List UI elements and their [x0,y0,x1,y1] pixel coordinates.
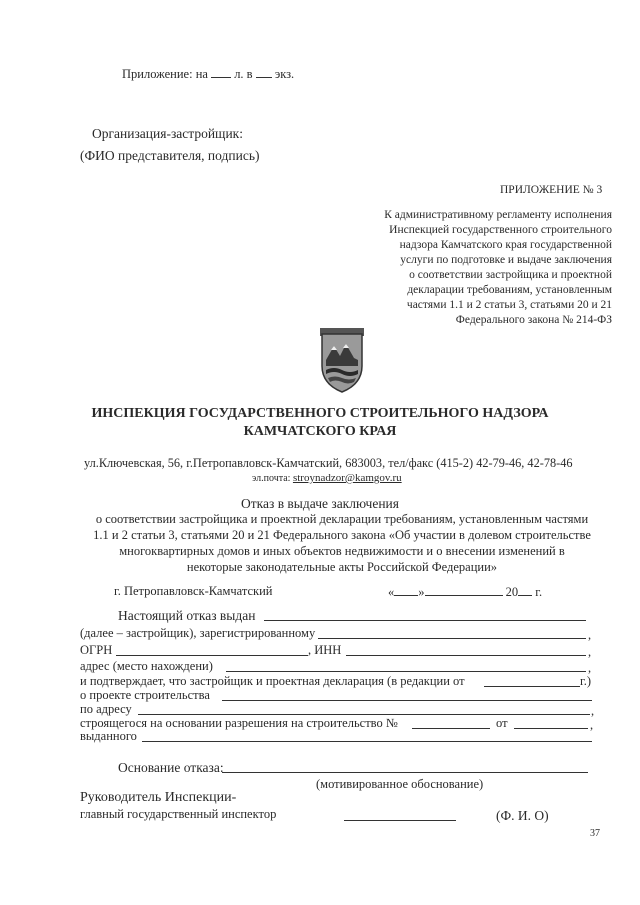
comma: , [590,718,594,732]
developer-org-label: Организация-застройщик: [92,126,243,141]
permit-label: строящегося на основании разрешения на строительство № [80,716,398,730]
developer-line[interactable] [318,638,586,639]
doc-title-line: 1.1 и 2 статьи 3, статьями 20 и 21 Федерального закона «Об участии в долевом строительстве [93,528,591,542]
confirms-label: и подтверждает, что застройщик и проектная декларация (в редакции от [80,674,465,688]
appendix-prefix: Приложение: на [122,67,208,81]
representative-label: (ФИО представителя, подпись) [80,148,260,163]
fio-label: (Ф. И. О) [496,808,549,823]
address-label: адрес (место нахождени) [80,659,213,673]
date-field [388,584,542,600]
basis-line[interactable] [222,772,588,773]
annex-line: услуги по подготовке и выдаче заключения [400,254,612,266]
annex-line: Инспекцией государственного строительного [389,224,612,236]
annex-line: частями 1.1 и 2 статьи 3, статьями 20 и 21 [406,299,612,311]
confirms-date-line[interactable] [484,686,580,687]
ogrn-label: ОГРН [80,643,113,657]
ogrn-line[interactable] [116,655,308,656]
issued-label: Настоящий отказ выдан [118,608,256,623]
appendix-line [122,66,294,82]
page-number: 37 [590,828,600,839]
org-email [252,472,402,484]
city: г. Петропавловск-Камчатский [114,584,273,598]
doc-title-line: некоторые законодательные акты Российской Федерации» [186,560,498,574]
year-suffix: г. [535,585,543,599]
doc-title-line: о соответствии застройщика и проектной декларации требованиям, установленным частями [95,512,589,526]
permit-date-line[interactable] [514,728,588,729]
developer-label: (далее – застройщик), зарегистрированному [80,626,316,640]
annex-text [350,208,612,328]
issued-by-line[interactable] [142,741,592,742]
doc-title: Отказ в выдаче заключения [240,496,399,511]
basis-hint: (мотивированное обоснование) [316,777,484,791]
doc-title-line: многоквартирных домов и иных объектов недвижимости и о внесении изменений в [119,544,565,558]
annex-line: надзора Камчатского края государственной [399,239,612,251]
annex-title: ПРИЛОЖЕНИЕ № 3 [500,184,603,196]
year-prefix: 20 [505,585,519,599]
at-address-label: по адресу [80,702,132,716]
org-address: ул.Ключевская, 56, г.Петропавловск-Камчатский, 683003, тел/факс (415-2) 42-79-46, 42-78-46 [84,456,573,470]
quote-open: « [388,585,395,599]
signature-line[interactable] [344,820,456,821]
annex-line: декларации требованиям, установленным [407,284,612,296]
kamchatka-coat-of-arms-icon [314,326,370,394]
annex-line: К административному регламенту исполнения [384,209,612,221]
appendix-suffix: экз. [274,67,295,81]
comma: , [588,645,592,659]
annex-line: о соответствии застройщика и проектной [409,269,612,281]
project-label: о проекте строительства [80,688,210,702]
comma: , [588,628,592,642]
issued-by-label: выданного [80,729,137,743]
project-line[interactable] [222,700,592,701]
inn-line[interactable] [346,655,586,656]
issued-line[interactable] [264,620,586,621]
comma: , [591,704,595,718]
appendix-mid: л. в [234,67,253,81]
permit-from-label: от [496,716,508,730]
email-link[interactable]: stroynadzor@kamgov.ru [292,472,402,484]
org-name-line1: ИНСПЕКЦИЯ ГОСУДАРСТВЕННОГО СТРОИТЕЛЬНОГО НАДЗОРА [91,406,549,421]
quote-close: » [418,585,425,599]
head-title-line2: главный государственный инспектор [80,807,277,821]
annex-line: Федерального закона № 214-ФЗ [455,314,612,326]
email-label: эл.почта: [252,473,291,484]
inn-label: , ИНН [308,643,342,657]
confirms-end: г.) [580,674,592,688]
basis-label: Основание отказа: [118,760,224,775]
org-name-line2: КАМЧАТСКОГО КРАЯ [243,424,397,439]
permit-number-line[interactable] [412,728,490,729]
head-title-line1: Руководитель Инспекции- [80,790,237,805]
at-address-line[interactable] [138,714,590,715]
comma: , [588,661,592,675]
address-line[interactable] [226,671,586,672]
